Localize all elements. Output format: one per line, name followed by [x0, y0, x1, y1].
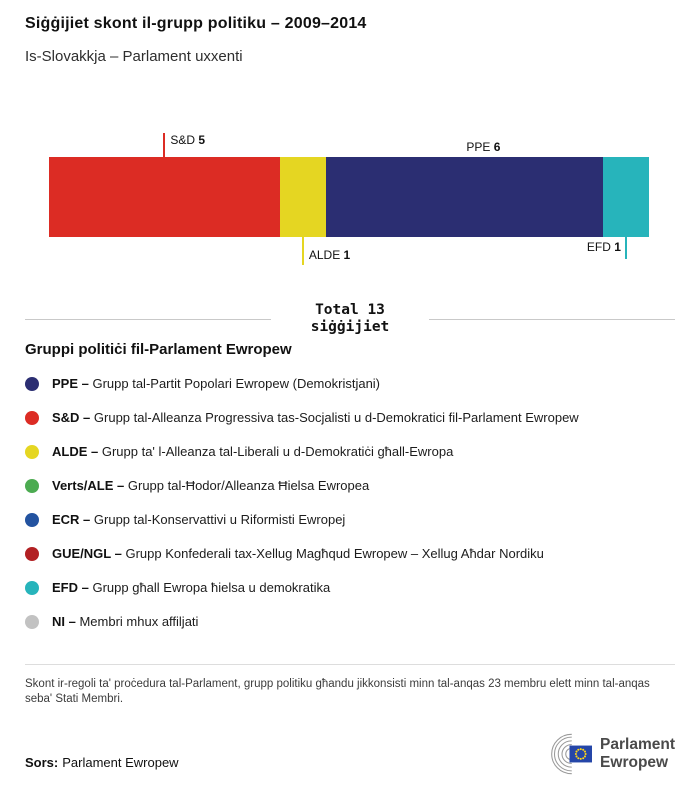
legend-color-dot	[25, 547, 39, 561]
label-tick-line	[163, 133, 165, 157]
source-label: Sors:	[25, 755, 59, 770]
legend-label: Verts/ALE – Grupp tal-Ħodor/Alleanza Ħielsa Ewropea	[52, 478, 370, 493]
label-text: ALDE 1	[308, 248, 351, 262]
bar-segment-efd	[603, 157, 649, 237]
legend-color-dot	[25, 445, 39, 459]
page-title: Siġġijiet skont il-grupp politiku – 2009–2014	[25, 15, 367, 32]
infographic	[0, 15, 700, 776]
legend-label: ALDE – Grupp ta' l-Alleanza tal-Liberali u d-Demokratiċi għall-Ewropa	[52, 444, 454, 459]
legend-label: S&D – Grupp tal-Alleanza Progressiva tas-Socjalisti u d-Demokratici fil-Parlament Ewropew	[52, 410, 579, 425]
legend-label: EFD – Grupp għall Ewropa ħielsa u demokratika	[52, 580, 331, 595]
legend-label: PPE – Grupp tal-Partit Popolari Ewropew (Demokristjani)	[52, 376, 381, 391]
bar-segment-ppe	[326, 157, 603, 237]
total-label	[271, 302, 430, 336]
legend-item-alde	[25, 444, 675, 460]
bar-segment-alde	[280, 157, 326, 237]
legend-label: ECR – Grupp tal-Konservattivi u Riformisti Ewropej	[52, 512, 346, 527]
ep-logo	[532, 732, 675, 776]
bar-segment-s-d	[49, 157, 280, 237]
legend-label: GUE/NGL – Grupp Konfederali tax-Xellug Magħqud Ewropew – Xellug Aħdar Nordiku	[52, 546, 544, 561]
seat-chart	[49, 133, 649, 262]
stacked-bar	[49, 157, 649, 237]
legend-list	[25, 376, 675, 630]
legend	[25, 341, 675, 630]
legend-color-dot	[25, 581, 39, 595]
legend-item-ni	[25, 614, 675, 630]
total-label-line1: Total 13	[315, 302, 385, 318]
page-subtitle: Is-Slovakkja – Parlament uxxenti	[25, 48, 243, 65]
source-value: Parlament Ewropew	[62, 755, 179, 770]
legend-item-efd	[25, 580, 675, 596]
label-tick-line	[625, 237, 627, 259]
source	[25, 755, 179, 770]
legend-item-s-d	[25, 410, 675, 426]
footer-divider	[25, 664, 675, 665]
legend-color-dot	[25, 411, 39, 425]
ep-logo-text-line2: Ewropew	[600, 754, 669, 771]
label-text: EFD 1	[586, 240, 621, 254]
divider-line-left	[25, 319, 271, 320]
legend-item-ppe	[25, 376, 675, 392]
ep-logo-text-line1: Parlament	[600, 736, 675, 753]
legend-color-dot	[25, 377, 39, 391]
ep-logo-text	[600, 736, 675, 772]
legend-item-verts-ale	[25, 478, 675, 494]
divider-line-right	[429, 319, 675, 320]
legend-color-dot	[25, 615, 39, 629]
total-divider	[25, 302, 675, 336]
legend-label: NI – Membri mhux affiljati	[52, 614, 199, 629]
legend-color-dot	[25, 479, 39, 493]
total-label-line2: siġġijiet	[310, 319, 390, 335]
footer-bottom	[25, 732, 675, 776]
label-text: PPE 6	[466, 140, 501, 154]
label-tick-line	[302, 237, 304, 265]
legend-item-ecr	[25, 512, 675, 528]
ep-logo-mark	[532, 732, 592, 776]
legend-title: Gruppi politiċi fil-Parlament Ewropew	[25, 341, 292, 358]
footer-note: Skont ir-regoli ta' proċedura tal-Parlament, grupp politiku għandu jikkonsisti minn tal-anqas 23 membru elett minn tal-anqas seba' Stati Membri.	[25, 678, 650, 705]
legend-color-dot	[25, 513, 39, 527]
label-text: S&D 5	[170, 133, 206, 147]
legend-item-gue-ngl	[25, 546, 675, 562]
